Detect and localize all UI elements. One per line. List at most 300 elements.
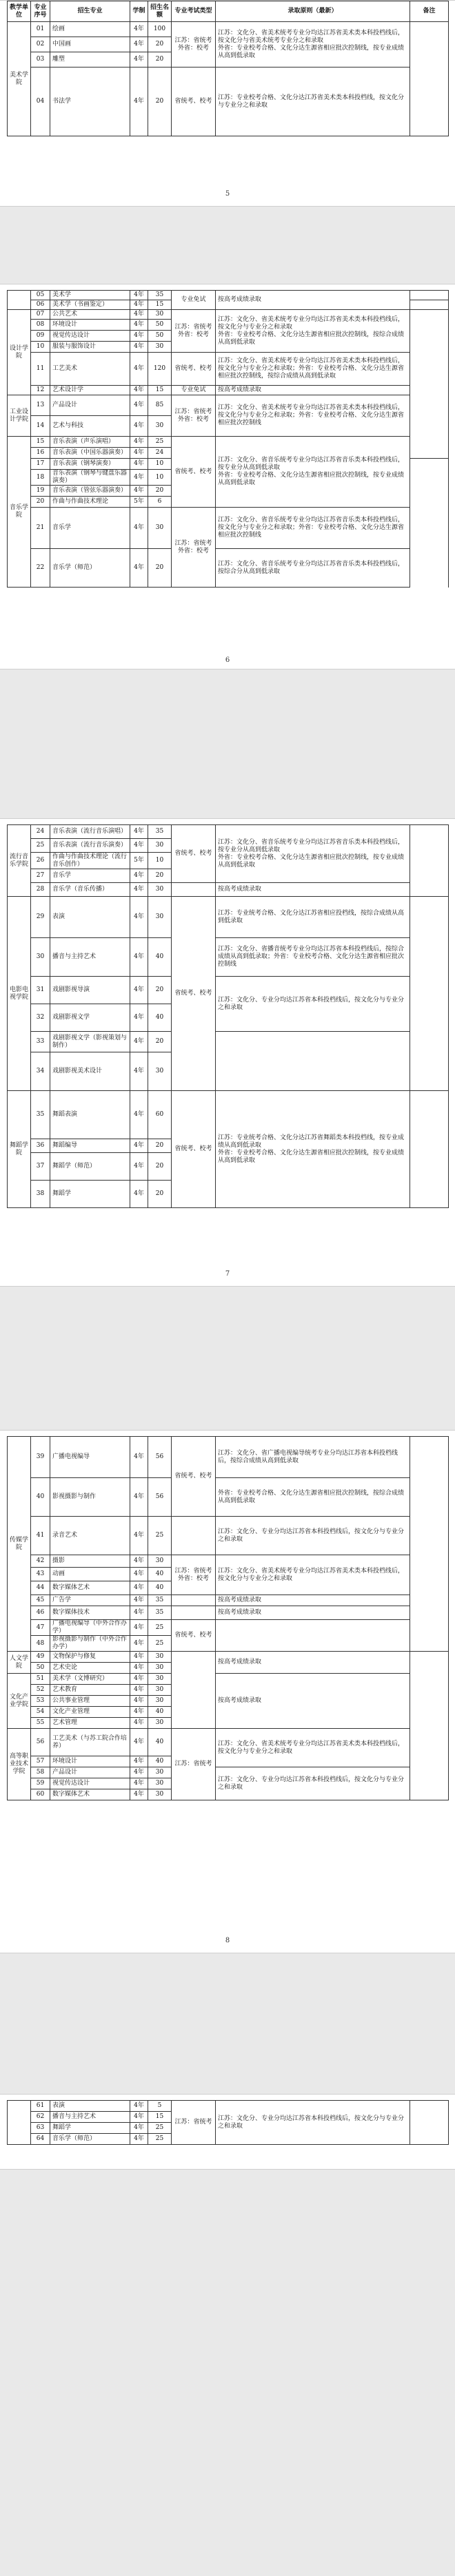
req-line: 外省：专业校考合格、文化分达生源省相应批次控制线，按专业成绩从高到低录取 [218, 472, 405, 486]
cell-seq: 45 [31, 1595, 50, 1606]
cell-seq: 52 [31, 1685, 50, 1696]
cell-remark [410, 825, 449, 897]
cell-seq: 33 [31, 1032, 50, 1052]
cell-quota: 20 [148, 1032, 172, 1052]
cell-remark [410, 1437, 449, 1652]
cell-seq: 19 [31, 486, 50, 497]
cell-major: 舞蹈编导 [50, 1139, 130, 1153]
cell-req [216, 22, 410, 67]
cell-seq: 27 [31, 869, 50, 883]
cell-quota: 30 [148, 883, 172, 897]
cell-seq: 18 [31, 470, 50, 486]
cell-major: 音乐学（师范） [50, 2134, 130, 2145]
table-row [8, 977, 449, 1004]
cell-req: 外省：专业校考合格、文化分达生源省相应批次控制线，按综合成绩从高到低录取 [216, 1478, 410, 1517]
cell-years: 4年 [130, 459, 148, 470]
cell-years: 4年 [130, 37, 148, 52]
cell-req: 按高考成绩录取 [216, 291, 410, 310]
cell-years: 4年 [130, 883, 148, 897]
header-requirements: 录取原则（最新） [216, 1, 410, 22]
cell-req: 江苏：专业统考合格、文化分达江苏省相应投档线，按综合成绩从高到低录取 [216, 897, 410, 938]
cell-major: 影视摄影与制作 [50, 1478, 130, 1517]
page-number: 6 [225, 656, 230, 664]
cell-req: 江苏：文化分、省播音统考专业分均达江苏省本科投档线后，按综合成绩从高到低录取；外省：专业校考合格、文化分达生源省相应批次控制线 [216, 938, 410, 977]
cell-major: 数字媒体技术 [50, 1606, 130, 1620]
cell-quota: 35 [148, 1595, 172, 1606]
cell-years: 4年 [130, 486, 148, 497]
cell-major: 广告学 [50, 1595, 130, 1606]
cell-req: 江苏：文化分、专业分均达江苏省本科投档线后，按文化分与专业分之和录取 [216, 1767, 410, 1800]
cell-quota: 5 [148, 2101, 172, 2112]
cell-years: 4年 [130, 2123, 148, 2134]
header-major: 招生专业 [50, 1, 130, 22]
cell-seq: 02 [31, 37, 50, 52]
cell-quota: 50 [148, 331, 172, 342]
document-page-3 [0, 818, 455, 1287]
cell-years: 4年 [130, 320, 148, 331]
cell-quota: 40 [148, 1729, 172, 1756]
admission-table-page-3 [7, 824, 449, 1208]
table-row [8, 1729, 449, 1756]
cell-seq: 57 [31, 1756, 50, 1767]
cell-exam: 江苏：省统考外省：校考 [172, 508, 216, 588]
cell-quota: 30 [148, 310, 172, 320]
cell-years: 4年 [130, 448, 148, 459]
cell-seq: 03 [31, 52, 50, 67]
cell-quota: 30 [148, 839, 172, 853]
cell-major: 音乐学（音乐传播） [50, 883, 130, 897]
cell-major: 美术学（书画鉴定） [50, 300, 130, 310]
document-page-4 [0, 1430, 455, 1953]
table-row [8, 353, 449, 386]
cell-quota: 10 [148, 470, 172, 486]
cell-req: 江苏：文化分、省美术统考专业分均达江苏省美术类本科投档线后，按文化分与专业分之和录取；外省：专业校考合格、文化分达生源省相应批次控制线 [216, 395, 410, 437]
cell-seq: 04 [31, 67, 50, 136]
table-row [8, 897, 449, 938]
cell-seq: 16 [31, 448, 50, 459]
req-line: 外省：专业校考合格、文化分达生源省相应批次控制线，按专业成绩从高到低录取 [218, 1149, 405, 1164]
cell-req: 按高考成绩录取 [216, 1595, 410, 1606]
cell-quota: 20 [148, 1153, 172, 1181]
cell-quota: 20 [148, 52, 172, 67]
cell-quota: 35 [148, 1606, 172, 1620]
table-header-row [8, 1, 449, 22]
cell-years: 4年 [130, 938, 148, 977]
cell-quota: 30 [148, 1652, 172, 1663]
cell-quota: 25 [148, 437, 172, 448]
document-page-5 [0, 2094, 455, 2170]
cell-unit: 美术学院 [8, 22, 31, 136]
cell-quota: 20 [148, 549, 172, 588]
cell-unit: 流行音乐学院 [8, 825, 31, 897]
cell-remark [410, 291, 449, 300]
cell-exam: 江苏：省统考外省：校考 [172, 1555, 216, 1595]
cell-quota: 25 [148, 2134, 172, 2145]
cell-major: 动画 [50, 1568, 130, 1581]
cell-years: 4年 [130, 1032, 148, 1052]
cell-req: 江苏：文化分、省美术统考专业分均达江苏省美术类本科投档线后，按文化分与专业分之和录取 [216, 1729, 410, 1767]
cell-major: 视觉传达设计 [50, 1778, 130, 1789]
cell-req: 按高考成绩录取 [216, 1674, 410, 1729]
cell-years: 4年 [130, 869, 148, 883]
cell-remark [410, 1652, 449, 1800]
header-exam-type: 专业考试类型 [172, 1, 216, 22]
cell-major: 戏剧影视美术设计 [50, 1052, 130, 1091]
cell-quota: 20 [148, 1139, 172, 1153]
cell-major: 文化产业管理 [50, 1707, 130, 1718]
cell-years: 4年 [130, 1004, 148, 1032]
cell-major: 艺术管理 [50, 1718, 130, 1729]
cell-major: 环境设计 [50, 1756, 130, 1767]
cell-remark [410, 2101, 449, 2145]
cell-exam: 省统考、校考 [172, 825, 216, 883]
table-row [8, 22, 449, 37]
req-line: 外省：专业校考合格、文化分达生源省相应批次控制线，按专业成绩从高到低录取 [218, 44, 405, 59]
cell-major: 播音与主持艺术 [50, 2112, 130, 2123]
cell-quota: 20 [148, 67, 172, 136]
cell-years: 4年 [130, 22, 148, 37]
cell-seq: 31 [31, 977, 50, 1004]
cell-major: 摄影 [50, 1555, 130, 1568]
cell-quota: 30 [148, 1767, 172, 1778]
admission-table-page-4 [7, 1436, 449, 1800]
cell-exam: 省统考、校考 [172, 1620, 216, 1652]
cell-years: 4年 [130, 2112, 148, 2123]
cell-years: 4年 [130, 1595, 148, 1606]
cell-quota: 10 [148, 853, 172, 869]
cell-major: 中国画 [50, 37, 130, 52]
cell-years: 4年 [130, 2101, 148, 2112]
cell-quota: 25 [148, 1517, 172, 1555]
cell-major: 音乐表演（钢琴演奏） [50, 459, 130, 470]
cell-seq: 06 [31, 300, 50, 310]
cell-unit [8, 2101, 31, 2145]
cell-major: 美术学（文博研究） [50, 1674, 130, 1685]
table-row [8, 938, 449, 977]
cell-seq: 11 [31, 353, 50, 386]
cell-req [216, 437, 410, 508]
cell-exam: 省统考、校考 [172, 897, 216, 1091]
cell-years: 4年 [130, 1620, 148, 1636]
page-number: 7 [225, 1270, 230, 1278]
cell-major: 戏剧影视文学 [50, 1004, 130, 1032]
req-line: 江苏：专业统考合格、文化分达江苏省舞蹈类本科投档线，按专业成绩从高到低录取 [218, 1134, 405, 1149]
cell-req: 江苏：文化分、省美术统考专业分均达江苏省美术类本科投档线后，按文化分与专业分之和录取；外省：专业校考合格、文化分达生源省相应批次控制线，按综合成绩从高到低录取 [216, 353, 410, 386]
cell-quota: 40 [148, 1004, 172, 1032]
cell-remark [410, 300, 449, 310]
cell-exam: 专业免试 [172, 291, 216, 310]
table-row [8, 825, 449, 839]
cell-seq: 14 [31, 416, 50, 437]
cell-quota: 85 [148, 395, 172, 416]
cell-quota: 6 [148, 497, 172, 508]
cell-req: 江苏：文化分、专业分均达江苏省本科投档线后，按文化分与专业分之和录取 [216, 977, 410, 1032]
cell-unit: 舞蹈学院 [8, 1091, 31, 1208]
cell-unit: 电影电视学院 [8, 897, 31, 1091]
cell-exam: 省统考、校考 [172, 67, 216, 136]
cell-major: 作曲与作曲技术理论（流行音乐创作） [50, 853, 130, 869]
cell-quota: 35 [148, 825, 172, 839]
cell-years: 4年 [130, 1091, 148, 1139]
cell-seq: 12 [31, 386, 50, 395]
cell-quota: 30 [148, 1052, 172, 1091]
cell-years: 4年 [130, 2134, 148, 2145]
cell-seq: 54 [31, 1707, 50, 1718]
cell-req: 按高考成绩录取 [216, 1652, 410, 1674]
table-row [8, 1437, 449, 1478]
cell-seq: 55 [31, 1718, 50, 1729]
cell-seq: 15 [31, 437, 50, 448]
cell-quota: 30 [148, 1674, 172, 1685]
cell-major: 雕塑 [50, 52, 130, 67]
cell-quota: 30 [148, 416, 172, 437]
cell-years: 4年 [130, 291, 148, 300]
header-unit: 教学单位 [8, 1, 31, 22]
cell-seq: 62 [31, 2112, 50, 2123]
cell-seq: 13 [31, 395, 50, 416]
cell-major: 作曲与作曲技术理论 [50, 497, 130, 508]
cell-exam [172, 1606, 216, 1620]
cell-major: 环境设计 [50, 320, 130, 331]
cell-exam: 省统考、校考 [172, 437, 216, 508]
table-row [8, 1032, 449, 1052]
cell-major: 广播电视编导 [50, 1437, 130, 1478]
cell-seq: 49 [31, 1652, 50, 1663]
cell-major: 音乐表演（流行音乐演唱） [50, 825, 130, 839]
cell-major: 数字媒体艺术 [50, 1581, 130, 1595]
cell-years: 4年 [130, 331, 148, 342]
cell-seq: 56 [31, 1729, 50, 1756]
cell-exam: 专业免试 [172, 386, 216, 395]
cell-major: 音乐表演（流行音乐演奏） [50, 839, 130, 853]
cell-years: 4年 [130, 1568, 148, 1581]
cell-major: 音乐学 [50, 508, 130, 549]
cell-unit: 文化产业学院 [8, 1674, 31, 1729]
cell-seq: 34 [31, 1052, 50, 1091]
admission-table-page-1 [7, 1, 449, 136]
cell-req: 江苏：文化分、省广播电视编导统考专业分均达江苏省本科投档线后，按综合成绩从高到低录取 [216, 1437, 410, 1478]
cell-quota: 20 [148, 1181, 172, 1208]
cell-remark [410, 22, 449, 136]
cell-quota: 10 [148, 459, 172, 470]
cell-quota: 15 [148, 2112, 172, 2123]
cell-req: 江苏：文化分、省美术统考专业分均达江苏省美术类本科投档线后，按文化分与专业分之和录取 [216, 1555, 410, 1595]
cell-quota: 30 [148, 1663, 172, 1674]
cell-years: 4年 [130, 1181, 148, 1208]
cell-years: 4年 [130, 1052, 148, 1091]
cell-major: 工艺美术（与苏工院合作培养） [50, 1729, 130, 1756]
header-seq: 专业序号 [31, 1, 50, 22]
cell-quota: 30 [148, 1718, 172, 1729]
cell-req: 江苏：文化分、省音乐统考专业分均达江苏省音乐类本科投档线后，按综合分从高到低录取 [216, 549, 410, 588]
cell-req: 江苏：文化分、省音乐统考专业分均达江苏省音乐类本科投档线后，按文化分与专业分之和录取；外省：专业校考合格、文化分达生源省相应批次控制线 [216, 508, 410, 549]
cell-req [216, 1032, 410, 1091]
cell-quota: 40 [148, 938, 172, 977]
cell-years: 4年 [130, 1555, 148, 1568]
cell-years: 4年 [130, 1756, 148, 1767]
cell-quota: 30 [148, 508, 172, 549]
cell-years: 4年 [130, 1636, 148, 1652]
cell-exam [172, 1595, 216, 1606]
cell-years: 4年 [130, 1696, 148, 1707]
cell-quota: 30 [148, 1696, 172, 1707]
cell-years: 4年 [130, 310, 148, 320]
cell-req [216, 825, 410, 883]
cell-major: 戏剧影视文学（影视策划与制作） [50, 1032, 130, 1052]
page-number: 5 [225, 190, 230, 198]
admission-table-page-5 [7, 2100, 449, 2145]
document-page-2 [0, 284, 455, 669]
cell-years: 4年 [130, 1153, 148, 1181]
cell-seq: 28 [31, 883, 50, 897]
cell-major: 音乐学 [50, 869, 130, 883]
cell-years: 4年 [130, 508, 148, 549]
cell-quota: 120 [148, 353, 172, 386]
table-row [8, 883, 449, 897]
cell-quota: 60 [148, 1091, 172, 1139]
req-line: 江苏：文化分、省美术统考专业分均达江苏省美术类本科投档线后，按文化分与专业分之和录取 [218, 315, 405, 331]
cell-major: 录音艺术 [50, 1517, 130, 1555]
cell-quota: 30 [148, 1555, 172, 1568]
cell-major: 舞蹈学 [50, 1181, 130, 1208]
cell-seq: 07 [31, 310, 50, 320]
admission-table-page-2 [7, 290, 449, 588]
cell-years: 4年 [130, 437, 148, 448]
cell-years: 5年 [130, 853, 148, 869]
cell-years: 4年 [130, 1663, 148, 1674]
cell-years: 4年 [130, 1581, 148, 1595]
cell-seq: 25 [31, 839, 50, 853]
cell-seq: 10 [31, 342, 50, 353]
cell-seq: 26 [31, 853, 50, 869]
cell-major: 美术学 [50, 291, 130, 300]
cell-seq: 38 [31, 1181, 50, 1208]
cell-years: 4年 [130, 977, 148, 1004]
cell-exam: 江苏：省统考外省：校考 [172, 310, 216, 353]
cell-req [216, 310, 410, 353]
cell-req: 按高考成绩录取 [216, 386, 410, 395]
cell-exam: 江苏：省统考外省：校考 [172, 22, 216, 67]
cell-unit: 工业设计学院 [8, 395, 31, 437]
cell-major: 视觉传达设计 [50, 331, 130, 342]
cell-quota: 35 [148, 291, 172, 300]
cell-quota: 30 [148, 897, 172, 938]
cell-major: 音乐表演（声乐演唱） [50, 437, 130, 448]
cell-seq: 42 [31, 1555, 50, 1568]
cell-years: 4年 [130, 1652, 148, 1663]
cell-seq: 60 [31, 1789, 50, 1800]
cell-years: 4年 [130, 825, 148, 839]
cell-years: 4年 [130, 549, 148, 588]
cell-seq: 58 [31, 1767, 50, 1778]
cell-seq: 43 [31, 1568, 50, 1581]
cell-major: 书法学 [50, 67, 130, 136]
cell-seq: 46 [31, 1606, 50, 1620]
cell-seq: 37 [31, 1153, 50, 1181]
cell-years: 4年 [130, 300, 148, 310]
cell-years: 4年 [130, 342, 148, 353]
cell-seq: 20 [31, 497, 50, 508]
cell-exam [172, 1517, 216, 1555]
cell-major: 艺术设计学 [50, 386, 130, 395]
cell-quota: 15 [148, 300, 172, 310]
cell-years: 4年 [130, 353, 148, 386]
cell-unit [8, 291, 31, 310]
cell-major: 播音与主持艺术 [50, 938, 130, 977]
table-row [8, 1555, 449, 1568]
cell-years: 4年 [130, 386, 148, 395]
cell-exam [172, 883, 216, 897]
cell-seq: 61 [31, 2101, 50, 2112]
cell-unit: 高等职业技术学院 [8, 1729, 31, 1800]
cell-major: 艺术与科技 [50, 416, 130, 437]
header-years: 学制 [130, 1, 148, 22]
table-row [8, 1606, 449, 1620]
cell-req: 江苏：专业校考合格、文化分达江苏省美术类本科投档线，按文化分与专业分之和录取 [216, 67, 410, 136]
cell-major: 工艺美术 [50, 353, 130, 386]
cell-major: 文物保护与修复 [50, 1652, 130, 1663]
table-row [8, 291, 449, 300]
cell-quota: 30 [148, 342, 172, 353]
cell-quota: 56 [148, 1437, 172, 1478]
cell-years: 4年 [130, 1674, 148, 1685]
cell-exam: 省统考、校考 [172, 1091, 216, 1208]
cell-major: 服装与服饰设计 [50, 342, 130, 353]
cell-req: 按高考成绩录取 [216, 883, 410, 897]
cell-quota: 30 [148, 1778, 172, 1789]
cell-major: 艺术教育 [50, 1685, 130, 1696]
cell-unit: 设计学院 [8, 310, 31, 395]
cell-major: 产品设计 [50, 395, 130, 416]
table-row [8, 67, 449, 136]
cell-seq: 63 [31, 2123, 50, 2134]
cell-req: 江苏：文化分、专业分均达江苏省本科投档线后，按文化分与专业分之和录取 [216, 1517, 410, 1555]
page-number: 8 [225, 1937, 230, 1944]
cell-exam: 省统考、校考 [172, 1437, 216, 1517]
cell-major: 舞蹈学（师范） [50, 1153, 130, 1181]
cell-seq: 64 [31, 2134, 50, 2145]
table-row [8, 1674, 449, 1685]
cell-quota: 30 [148, 1685, 172, 1696]
table-row [8, 1091, 449, 1139]
cell-major: 广播电视编导（中外合作办学） [50, 1620, 130, 1636]
cell-years: 4年 [130, 1707, 148, 1718]
cell-remark [410, 897, 449, 1091]
cell-major: 戏剧影视导演 [50, 977, 130, 1004]
req-line: 江苏：文化分、省音乐统考专业分均达江苏省音乐类本科投档线后，按专业分从高到低录取 [218, 838, 405, 853]
cell-major: 公共事业管理 [50, 1696, 130, 1707]
document-page-1 [0, 0, 455, 207]
cell-remark [410, 1091, 449, 1208]
cell-quota: 20 [148, 486, 172, 497]
cell-seq: 21 [31, 508, 50, 549]
cell-years: 4年 [130, 1729, 148, 1756]
cell-years: 4年 [130, 67, 148, 136]
table-row [8, 437, 449, 448]
cell-quota: 50 [148, 320, 172, 331]
cell-years: 4年 [130, 1517, 148, 1555]
cell-seq: 35 [31, 1091, 50, 1139]
header-quota: 招生名额 [148, 1, 172, 22]
cell-major: 舞蹈学 [50, 2123, 130, 2134]
req-line: 江苏：文化分、省美术统考专业分均达江苏省美术类本科投档线后，按文化分与省美术统考专业分之和录取 [218, 29, 405, 44]
cell-seq: 32 [31, 1004, 50, 1032]
cell-seq: 48 [31, 1636, 50, 1652]
cell-seq: 17 [31, 459, 50, 470]
cell-major: 数字媒体艺术 [50, 1789, 130, 1800]
cell-req: 按高考成绩录取 [216, 1606, 410, 1620]
cell-quota: 20 [148, 977, 172, 1004]
